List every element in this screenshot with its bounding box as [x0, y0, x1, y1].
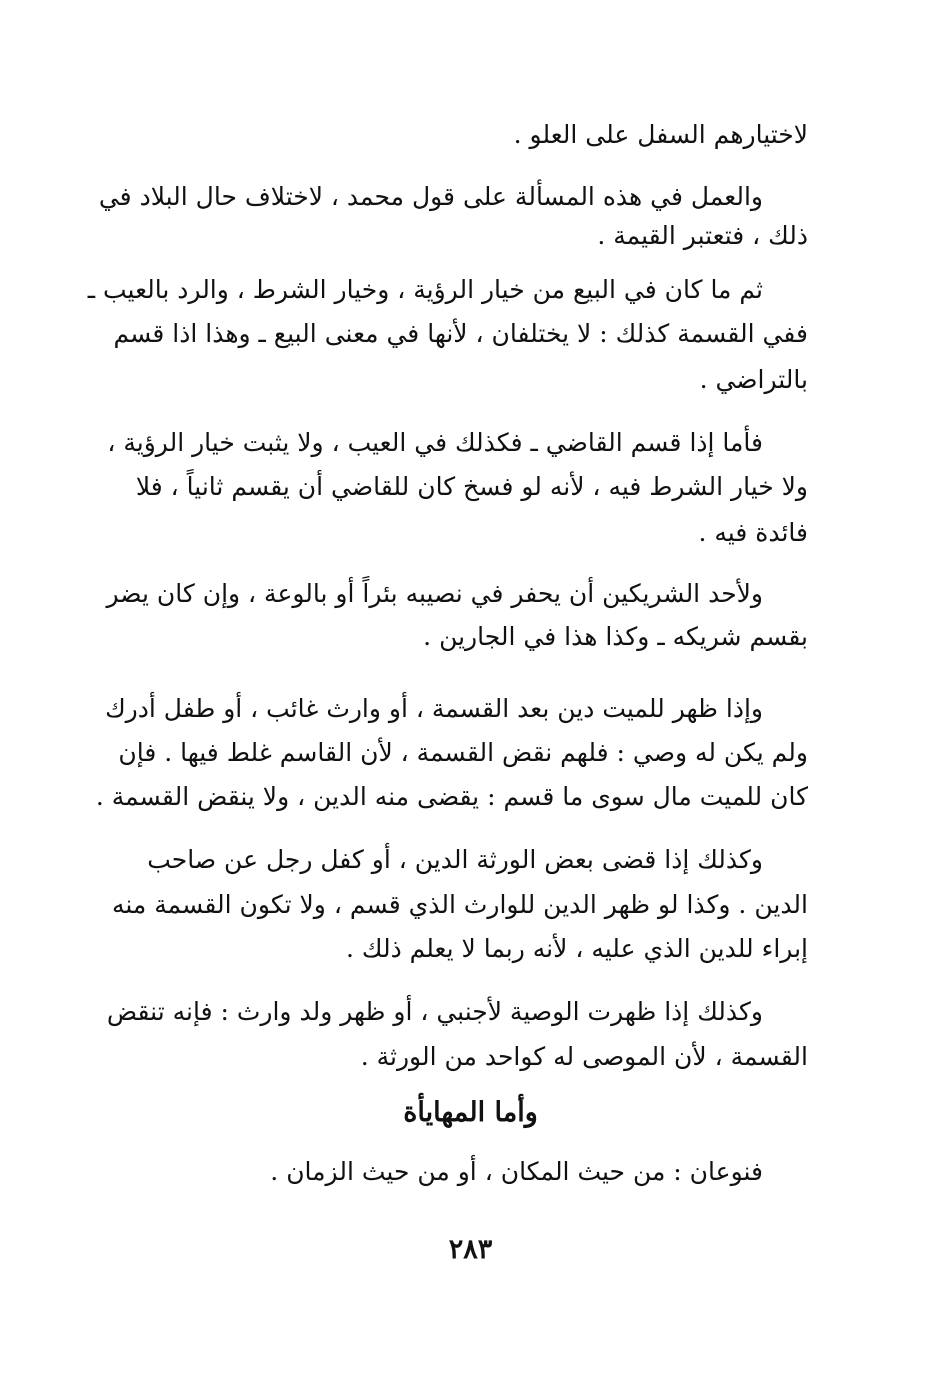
- text-line: القسمة ، لأن الموصى له كواحد من الورثة .: [360, 1042, 808, 1071]
- text-line: بالتراضي .: [699, 365, 808, 394]
- paragraph-first-line: فأما إذا قسم القاضي ـ فكذلك في العيب ، ولا يثبت خيار الرؤية ،: [107, 428, 763, 457]
- section-heading: وأما المهايأة: [403, 1097, 538, 1128]
- paragraph-first-line: فنوعان : من حيث المكان ، أو من حيث الزمان .: [270, 1157, 763, 1186]
- text-line: كان للميت مال سوى ما قسم : يقضى منه الدين ، ولا ينقض القسمة .: [95, 782, 808, 811]
- text-line: فائدة فيه .: [698, 518, 808, 547]
- paragraph-first-line: وكذلك إذا قضى بعض الورثة الدين ، أو كفل رجل عن صاحب: [147, 845, 763, 874]
- page-number: ٢٨٣: [448, 1234, 493, 1265]
- paragraph-first-line: وإذا ظهر للميت دين بعد القسمة ، أو وارث غائب ، أو طفل أدرك: [105, 694, 763, 723]
- text-line: ولم يكن له وصي : فلهم نقض القسمة ، لأن القاسم غلط فيها . فإن: [118, 738, 808, 767]
- paragraph-first-line: ثم ما كان في البيع من خيار الرؤية ، وخيار الشرط ، والرد بالعيب ـ: [87, 275, 763, 304]
- text-line: لاختيارهم السفل على العلو .: [513, 120, 808, 149]
- text-line: ذلك ، فتعتبر القيمة .: [597, 221, 808, 250]
- paragraph-first-line: ولأحد الشريكين أن يحفر في نصيبه بئراً أو بالوعة ، وإن كان يضر: [106, 579, 763, 608]
- text-line: بقسم شريكه ـ وكذا هذا في الجارين .: [423, 622, 808, 651]
- text-line: ولا خيار الشرط فيه ، لأنه لو فسخ كان للقاضي أن يقسم ثانياً ، فلا: [135, 472, 808, 501]
- text-line: ففي القسمة كذلك : لا يختلفان ، لأنها في معنى البيع ـ وهذا اذا قسم: [113, 319, 808, 348]
- paragraph-first-line: والعمل في هذه المسألة على قول محمد ، لاختلاف حال البلاد في: [98, 182, 763, 211]
- text-line: الدين . وكذا لو ظهر الدين للوارث الذي قسم ، ولا تكون القسمة منه: [111, 890, 808, 919]
- paragraph-first-line: وكذلك إذا ظهرت الوصية لأجنبي ، أو ظهر ولد وارث : فإنه تنقض: [106, 997, 763, 1026]
- text-line: إبراء للدين الذي عليه ، لأنه ربما لا يعلم ذلك .: [345, 934, 808, 963]
